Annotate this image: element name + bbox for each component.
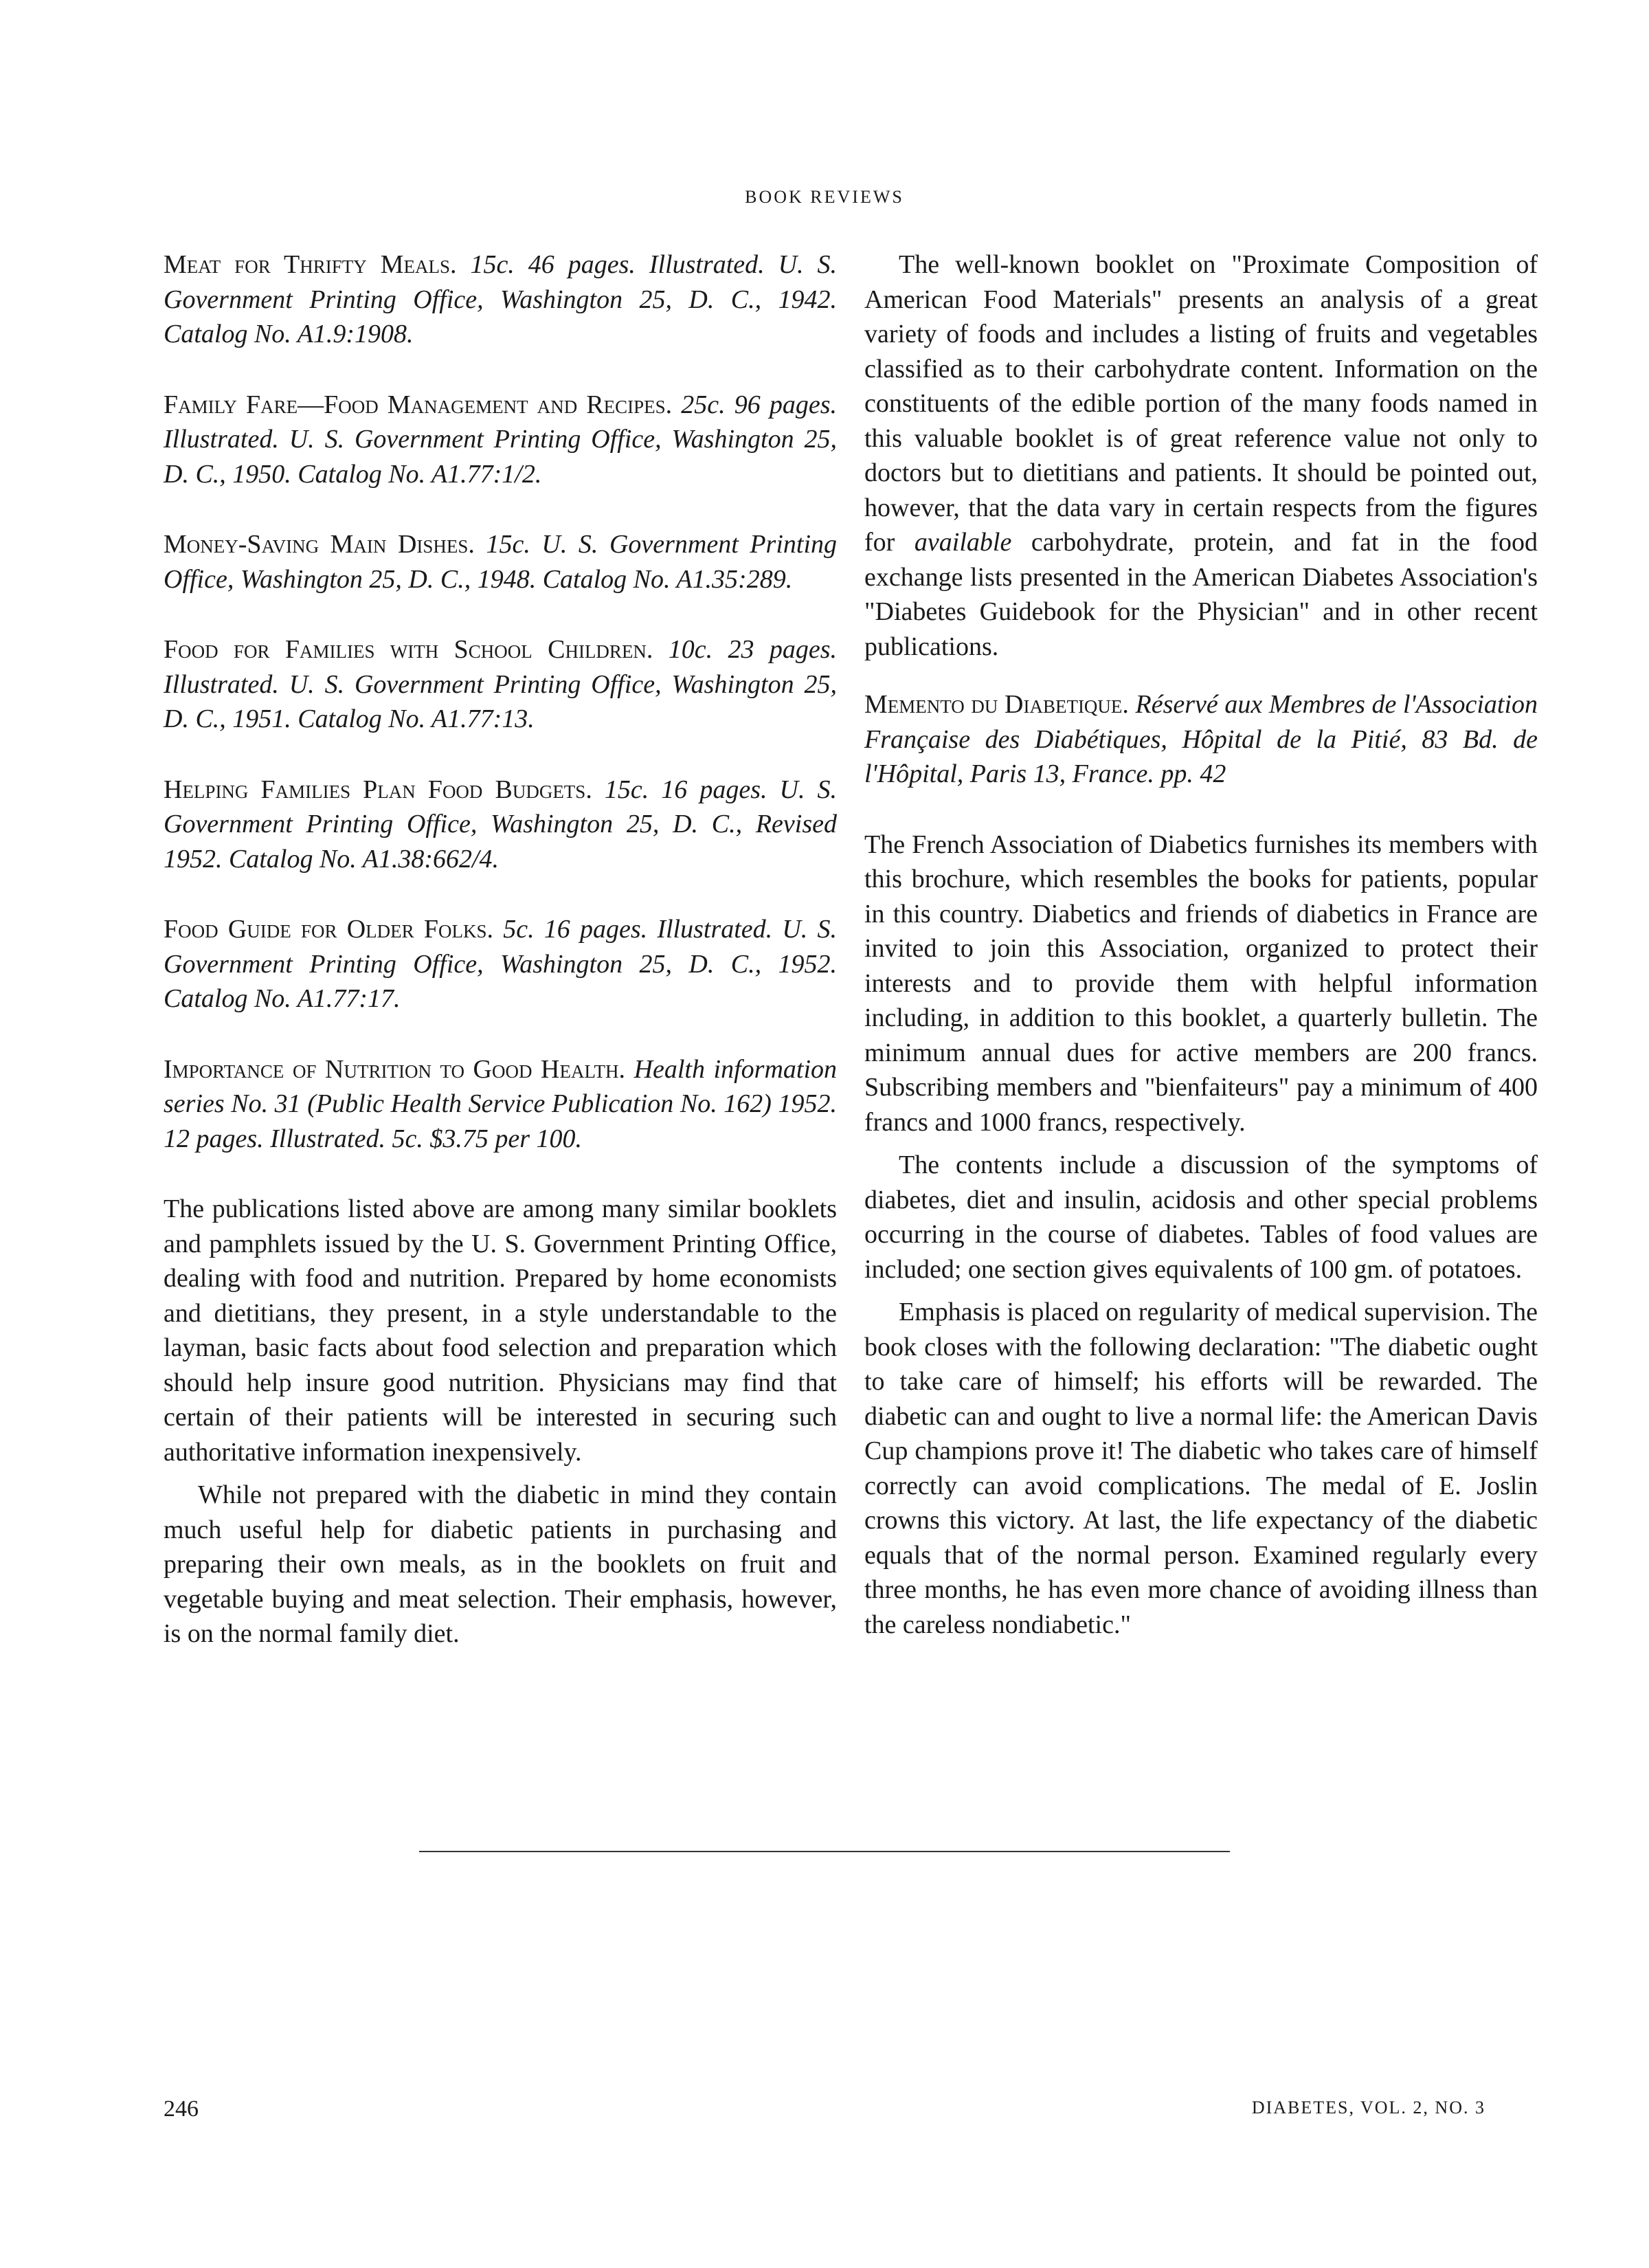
listing-entry	[164, 632, 837, 737]
entry-details: 15c. 46 pages. Illustrated. U. S. Government Printing Office, Washington 25, D. C., 1942. Catalog No. A1.9:1908.	[164, 250, 837, 348]
listing-entry	[164, 912, 837, 1016]
entry-details: Health information series No. 31 (Public Health Service Publication No. 162) 1952. 12 pages. Illustrated. 5c. $3.75 per 100.	[164, 1054, 838, 1153]
intro-text-continued: carbohydrate, protein, and fat in the food exchange lists presented in the American Diabetes Association's "Diabetes Guidebook for the Physician" and in other recent publications.	[864, 528, 1538, 661]
listing-entry	[164, 388, 837, 492]
entry-title: Food Guide for Older Folks.	[164, 915, 493, 944]
entry-details: 25c. 96 pages. Illustrated. U. S. Government Printing Office, Washington 25, D. C., 1950. Catalog No. A1.77:1/2.	[164, 390, 837, 489]
entry-title: Importance of Nutrition to Good Health.	[164, 1054, 625, 1084]
review-paragraph: The French Association of Diabetics furnishes its members with this brochure, which resembles the books for patients, popular in this country. Diabetics and friends of diabetics in France are invited to join this Association, organized to protect their interests and to provide them with helpful information including, in addition to this booklet, a quarterly bulletin. The minimum annual dues for active members are 200 francs. Subscribing members and "bienfaiteurs" pay a minimum of 400 francs and 1000 francs, respectively.	[864, 830, 1538, 1137]
intro-text: The well-known booklet on "Proximate Composition of American Food Materials" presents an analysis of a great variety of foods and includes a listing of fruits and vegetables classified as to their carbohydrate content. Information on the constituents of the edible portion of the many foods named in this valuable booklet is of great reference value not only to doctors but to dietitians and patients. It should be pointed out, however, that the data vary in certain respects from the figures for	[864, 250, 1538, 557]
listing-entry	[164, 247, 837, 352]
listing-entry	[164, 527, 837, 597]
entry-title: Helping Families Plan Food Budgets.	[164, 775, 592, 804]
listing-entry	[164, 1052, 837, 1157]
entry-title: Meat for Thrifty Meals.	[164, 250, 457, 279]
review-paragraph: While not prepared with the diabetic in mind they contain much useful help for diabetic patients in purchasing and preparing their own meals, as in the booklets on fruit and vegetable buying and meat selection. Their emphasis, however, is on the normal family diet.	[164, 1480, 837, 1648]
entry-title: Memento du Diabetique.	[864, 690, 1129, 719]
entry-title: Family Fare—Food Management and Recipes.	[164, 390, 673, 419]
section-divider-rule	[419, 1851, 1230, 1852]
intro-paragraph	[864, 247, 1538, 664]
entry-details: 5c. 16 pages. Illustrated. U. S. Government Printing Office, Washington 25, D. C., 1952. Catalog No. A1.77:17.	[164, 915, 838, 1013]
review-entry	[864, 687, 1538, 792]
entry-title: Money-Saving Main Dishes.	[164, 530, 475, 559]
listing-entry	[164, 772, 837, 877]
entry-details: 10c. 23 pages. Illustrated. U. S. Government Printing Office, Washington 25, D. C., 1951. Catalog No. A1.77:13.	[164, 635, 838, 733]
journal-footer: DIABETES, VOL. 2, NO. 3	[1251, 2098, 1485, 2117]
spacer	[864, 664, 1538, 687]
entry-title: Food for Families with School Children.	[164, 635, 653, 664]
review-paragraph: The publications listed above are among many similar booklets and pamphlets issued by the U. S. Government Printing Office, dealing with food and nutrition. Prepared by home economists and dietitians, they present, in a style understandable to the layman, basic facts about food selection and preparation which should help insure good nutrition. Physicians may find that certain of their patients will be interested in securing such authoritative information inexpensively.	[164, 1194, 837, 1467]
entry-details: Réservé aux Membres de l'Association Française des Diabétiques, Hôpital de la Pitié, 83 Bd. de l'Hôpital, Paris 13, France. pp. 42	[864, 690, 1538, 788]
page-number: 246	[164, 2096, 199, 2122]
left-column	[164, 247, 837, 1652]
entry-details: 15c. U. S. Government Printing Office, Washington 25, D. C., 1948. Catalog No. A1.35:289.	[164, 530, 838, 594]
entry-details: 15c. 16 pages. U. S. Government Printing Office, Washington 25, D. C., Revised 1952. Catalog No. A1.38:662/4.	[164, 775, 838, 874]
right-column	[864, 247, 1538, 1642]
running-head: BOOK REVIEWS	[745, 187, 904, 207]
review-paragraph: Emphasis is placed on regularity of medical supervision. The book closes with the following declaration: "The diabetic ought to take care of himself; his efforts will be rewarded. The diabetic can and ought to live a normal life: the American Davis Cup champions prove it! The diabetic who takes care of himself correctly can avoid complications. The medal of E. Joslin crowns this victory. At last, the life expectancy of the diabetic equals that of the normal person. Examined regularly every three months, he has even more chance of avoiding illness than the careless nondiabetic."	[864, 1298, 1538, 1639]
intro-emphasis: available	[914, 528, 1012, 557]
review-paragraph: The contents include a discussion of the symptoms of diabetes, diet and insulin, acidosis and other special problems occurring in the course of diabetes. Tables of food values are included; one section gives equivalents of 100 gm. of potatoes.	[864, 1150, 1538, 1284]
